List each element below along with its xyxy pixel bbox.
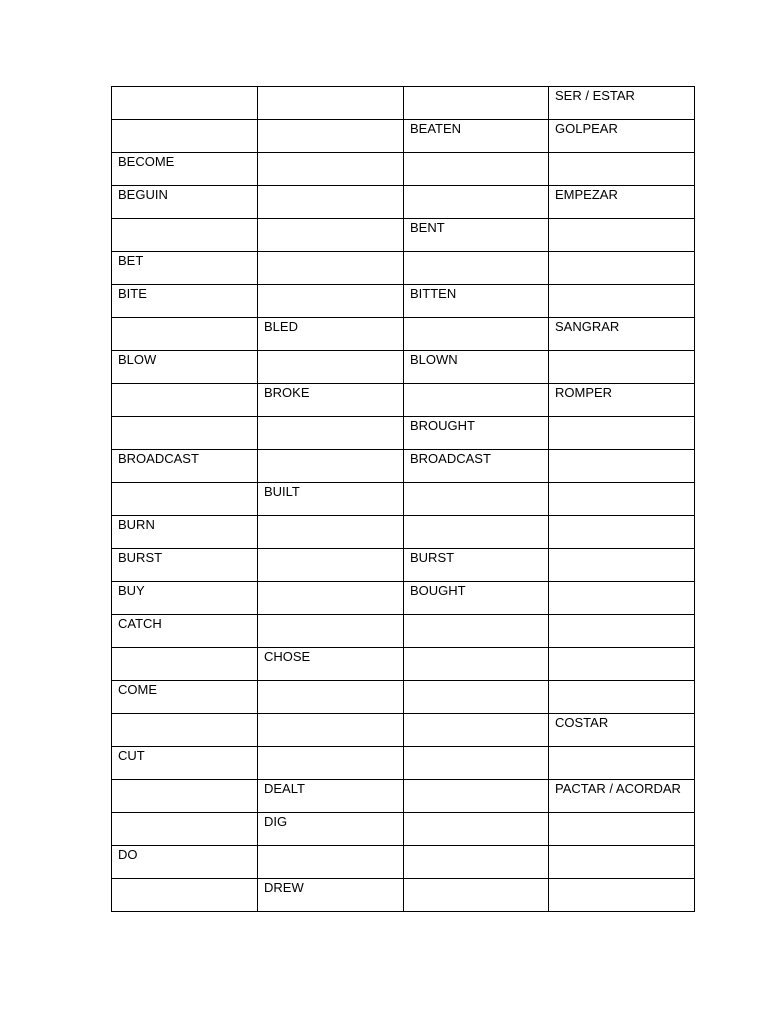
infinitive-cell bbox=[112, 648, 258, 681]
past-participle-cell bbox=[404, 87, 549, 120]
spanish-meaning-cell bbox=[549, 681, 695, 714]
spanish-meaning-cell bbox=[549, 417, 695, 450]
cell-text bbox=[264, 120, 397, 121]
cell-text bbox=[410, 384, 542, 385]
infinitive-cell bbox=[112, 351, 258, 384]
cell-text bbox=[555, 351, 688, 352]
cell-text bbox=[118, 648, 251, 649]
cell-text: BROADCAST bbox=[410, 451, 491, 466]
cell-text bbox=[118, 219, 251, 220]
spanish-meaning-cell bbox=[549, 153, 695, 186]
past-participle-cell bbox=[404, 153, 549, 186]
past-simple-cell bbox=[258, 351, 404, 384]
table-row bbox=[112, 417, 695, 450]
infinitive-cell bbox=[112, 714, 258, 747]
past-participle-cell bbox=[404, 582, 549, 615]
cell-text bbox=[264, 714, 397, 715]
infinitive-cell bbox=[112, 186, 258, 219]
infinitive-cell bbox=[112, 780, 258, 813]
table-row bbox=[112, 516, 695, 549]
cell-text bbox=[118, 318, 251, 319]
infinitive-cell bbox=[112, 483, 258, 516]
past-participle-cell bbox=[404, 681, 549, 714]
past-participle-cell bbox=[404, 252, 549, 285]
table-row bbox=[112, 120, 695, 153]
cell-text bbox=[264, 417, 397, 418]
past-participle-cell bbox=[404, 120, 549, 153]
past-participle-cell bbox=[404, 351, 549, 384]
cell-text bbox=[264, 516, 397, 517]
table-row bbox=[112, 681, 695, 714]
infinitive-cell bbox=[112, 813, 258, 846]
cell-text bbox=[555, 252, 688, 253]
cell-text bbox=[410, 813, 542, 814]
past-participle-cell bbox=[404, 285, 549, 318]
infinitive-cell bbox=[112, 219, 258, 252]
table-row bbox=[112, 153, 695, 186]
cell-text bbox=[555, 813, 688, 814]
cell-text: BOUGHT bbox=[410, 583, 466, 598]
infinitive-cell bbox=[112, 582, 258, 615]
past-simple-cell bbox=[258, 582, 404, 615]
cell-text bbox=[118, 780, 251, 781]
cell-text bbox=[555, 846, 688, 847]
cell-text bbox=[264, 450, 397, 451]
cell-text: COME bbox=[118, 682, 157, 697]
cell-text: ROMPER bbox=[555, 385, 613, 400]
cell-text bbox=[555, 516, 688, 517]
cell-text: BENT bbox=[410, 220, 445, 235]
cell-text: BET bbox=[118, 253, 144, 268]
cell-text bbox=[410, 714, 542, 715]
table-row bbox=[112, 879, 695, 912]
past-simple-cell bbox=[258, 846, 404, 879]
infinitive-cell bbox=[112, 252, 258, 285]
cell-text bbox=[410, 87, 542, 88]
cell-text: BEGUIN bbox=[118, 187, 168, 202]
spanish-meaning-cell bbox=[549, 747, 695, 780]
cell-text bbox=[264, 615, 397, 616]
past-participle-cell bbox=[404, 450, 549, 483]
cell-text bbox=[264, 747, 397, 748]
infinitive-cell bbox=[112, 516, 258, 549]
infinitive-cell bbox=[112, 153, 258, 186]
cell-text: CATCH bbox=[118, 616, 162, 631]
past-participle-cell bbox=[404, 516, 549, 549]
past-simple-cell bbox=[258, 450, 404, 483]
cell-text bbox=[118, 417, 251, 418]
table-row bbox=[112, 615, 695, 648]
cell-text bbox=[555, 582, 688, 583]
table-body bbox=[112, 87, 695, 912]
past-simple-cell bbox=[258, 879, 404, 912]
past-participle-cell bbox=[404, 879, 549, 912]
past-simple-cell bbox=[258, 87, 404, 120]
past-simple-cell bbox=[258, 417, 404, 450]
cell-text: BUILT bbox=[264, 484, 300, 499]
cell-text bbox=[118, 483, 251, 484]
cell-text bbox=[410, 615, 542, 616]
infinitive-cell bbox=[112, 450, 258, 483]
spanish-meaning-cell bbox=[549, 879, 695, 912]
spanish-meaning-cell bbox=[549, 483, 695, 516]
spanish-meaning-cell bbox=[549, 582, 695, 615]
spanish-meaning-cell bbox=[549, 285, 695, 318]
past-participle-cell bbox=[404, 549, 549, 582]
spanish-meaning-cell bbox=[549, 549, 695, 582]
past-simple-cell bbox=[258, 615, 404, 648]
infinitive-cell bbox=[112, 615, 258, 648]
infinitive-cell bbox=[112, 549, 258, 582]
cell-text bbox=[264, 87, 397, 88]
cell-text: SANGRAR bbox=[555, 319, 620, 334]
cell-text: BURST bbox=[410, 550, 455, 565]
cell-text bbox=[555, 615, 688, 616]
past-simple-cell bbox=[258, 516, 404, 549]
table-row bbox=[112, 483, 695, 516]
cell-text: BITE bbox=[118, 286, 147, 301]
cell-text bbox=[410, 681, 542, 682]
table-row bbox=[112, 813, 695, 846]
past-participle-cell bbox=[404, 714, 549, 747]
past-simple-cell bbox=[258, 252, 404, 285]
spanish-meaning-cell bbox=[549, 813, 695, 846]
cell-text: DO bbox=[118, 847, 138, 862]
past-participle-cell bbox=[404, 780, 549, 813]
cell-text bbox=[264, 252, 397, 253]
cell-text bbox=[264, 285, 397, 286]
cell-text bbox=[410, 648, 542, 649]
cell-text: SER / ESTAR bbox=[555, 88, 635, 103]
cell-text: COSTAR bbox=[555, 715, 609, 730]
spanish-meaning-cell bbox=[549, 186, 695, 219]
past-simple-cell bbox=[258, 648, 404, 681]
cell-text bbox=[410, 516, 542, 517]
cell-text bbox=[555, 648, 688, 649]
spanish-meaning-cell bbox=[549, 384, 695, 417]
infinitive-cell bbox=[112, 318, 258, 351]
table-row bbox=[112, 747, 695, 780]
spanish-meaning-cell bbox=[549, 648, 695, 681]
cell-text: PACTAR / ACORDAR bbox=[555, 781, 681, 796]
table-row bbox=[112, 549, 695, 582]
past-participle-cell bbox=[404, 417, 549, 450]
past-simple-cell bbox=[258, 747, 404, 780]
cell-text bbox=[555, 549, 688, 550]
table-row bbox=[112, 219, 695, 252]
cell-text bbox=[264, 681, 397, 682]
past-participle-cell bbox=[404, 186, 549, 219]
spanish-meaning-cell bbox=[549, 714, 695, 747]
cell-text bbox=[264, 846, 397, 847]
cell-text bbox=[410, 879, 542, 880]
past-participle-cell bbox=[404, 846, 549, 879]
cell-text: BLOWN bbox=[410, 352, 458, 367]
spanish-meaning-cell bbox=[549, 780, 695, 813]
infinitive-cell bbox=[112, 681, 258, 714]
table-row bbox=[112, 384, 695, 417]
cell-text bbox=[410, 153, 542, 154]
cell-text: BECOME bbox=[118, 154, 175, 169]
past-simple-cell bbox=[258, 483, 404, 516]
past-simple-cell bbox=[258, 120, 404, 153]
cell-text bbox=[118, 87, 251, 88]
cell-text: BURN bbox=[118, 517, 155, 532]
cell-text bbox=[555, 417, 688, 418]
cell-text bbox=[410, 780, 542, 781]
cell-text: BROADCAST bbox=[118, 451, 199, 466]
table-row bbox=[112, 846, 695, 879]
cell-text bbox=[410, 483, 542, 484]
cell-text bbox=[555, 681, 688, 682]
cell-text: BROUGHT bbox=[410, 418, 475, 433]
cell-text bbox=[555, 450, 688, 451]
past-simple-cell bbox=[258, 219, 404, 252]
spanish-meaning-cell bbox=[549, 450, 695, 483]
past-simple-cell bbox=[258, 285, 404, 318]
past-simple-cell bbox=[258, 318, 404, 351]
table-row bbox=[112, 318, 695, 351]
past-participle-cell bbox=[404, 384, 549, 417]
cell-text bbox=[555, 483, 688, 484]
spanish-meaning-cell bbox=[549, 120, 695, 153]
spanish-meaning-cell bbox=[549, 219, 695, 252]
past-participle-cell bbox=[404, 813, 549, 846]
cell-text: BROKE bbox=[264, 385, 310, 400]
past-participle-cell bbox=[404, 615, 549, 648]
cell-text: BEATEN bbox=[410, 121, 462, 136]
cell-text bbox=[410, 252, 542, 253]
cell-text: BITTEN bbox=[410, 286, 457, 301]
cell-text bbox=[118, 384, 251, 385]
past-simple-cell bbox=[258, 714, 404, 747]
table-row bbox=[112, 648, 695, 681]
cell-text: DEALT bbox=[264, 781, 305, 796]
cell-text bbox=[264, 186, 397, 187]
infinitive-cell bbox=[112, 87, 258, 120]
cell-text bbox=[555, 747, 688, 748]
cell-text: EMPEZAR bbox=[555, 187, 618, 202]
spanish-meaning-cell bbox=[549, 351, 695, 384]
cell-text: BLED bbox=[264, 319, 298, 334]
cell-text: CUT bbox=[118, 748, 145, 763]
cell-text bbox=[264, 549, 397, 550]
cell-text bbox=[555, 219, 688, 220]
infinitive-cell bbox=[112, 879, 258, 912]
table-row bbox=[112, 252, 695, 285]
table-row bbox=[112, 582, 695, 615]
past-participle-cell bbox=[404, 648, 549, 681]
cell-text: DIG bbox=[264, 814, 288, 829]
past-simple-cell bbox=[258, 549, 404, 582]
spanish-meaning-cell bbox=[549, 516, 695, 549]
past-simple-cell bbox=[258, 681, 404, 714]
cell-text bbox=[264, 351, 397, 352]
spanish-meaning-cell bbox=[549, 252, 695, 285]
cell-text bbox=[264, 219, 397, 220]
table-row bbox=[112, 285, 695, 318]
cell-text bbox=[118, 714, 251, 715]
cell-text: BLOW bbox=[118, 352, 157, 367]
infinitive-cell bbox=[112, 120, 258, 153]
cell-text: BURST bbox=[118, 550, 163, 565]
table-row bbox=[112, 780, 695, 813]
cell-text bbox=[410, 318, 542, 319]
infinitive-cell bbox=[112, 747, 258, 780]
cell-text: CHOSE bbox=[264, 649, 311, 664]
past-simple-cell bbox=[258, 186, 404, 219]
past-participle-cell bbox=[404, 219, 549, 252]
infinitive-cell bbox=[112, 384, 258, 417]
past-simple-cell bbox=[258, 813, 404, 846]
cell-text bbox=[555, 153, 688, 154]
table-row bbox=[112, 450, 695, 483]
cell-text bbox=[410, 747, 542, 748]
cell-text: GOLPEAR bbox=[555, 121, 618, 136]
cell-text: DREW bbox=[264, 880, 304, 895]
cell-text bbox=[555, 879, 688, 880]
cell-text bbox=[264, 582, 397, 583]
past-simple-cell bbox=[258, 153, 404, 186]
table-row bbox=[112, 351, 695, 384]
irregular-verbs-table bbox=[111, 86, 695, 912]
infinitive-cell bbox=[112, 846, 258, 879]
infinitive-cell bbox=[112, 285, 258, 318]
spanish-meaning-cell bbox=[549, 846, 695, 879]
past-simple-cell bbox=[258, 384, 404, 417]
cell-text bbox=[555, 285, 688, 286]
cell-text: BUY bbox=[118, 583, 145, 598]
spanish-meaning-cell bbox=[549, 318, 695, 351]
cell-text bbox=[118, 879, 251, 880]
past-participle-cell bbox=[404, 318, 549, 351]
spanish-meaning-cell bbox=[549, 87, 695, 120]
past-participle-cell bbox=[404, 747, 549, 780]
past-participle-cell bbox=[404, 483, 549, 516]
cell-text bbox=[410, 846, 542, 847]
table-row bbox=[112, 87, 695, 120]
table-row bbox=[112, 714, 695, 747]
infinitive-cell bbox=[112, 417, 258, 450]
past-simple-cell bbox=[258, 780, 404, 813]
table-row bbox=[112, 186, 695, 219]
spanish-meaning-cell bbox=[549, 615, 695, 648]
cell-text bbox=[264, 153, 397, 154]
cell-text bbox=[118, 120, 251, 121]
cell-text bbox=[410, 186, 542, 187]
cell-text bbox=[118, 813, 251, 814]
